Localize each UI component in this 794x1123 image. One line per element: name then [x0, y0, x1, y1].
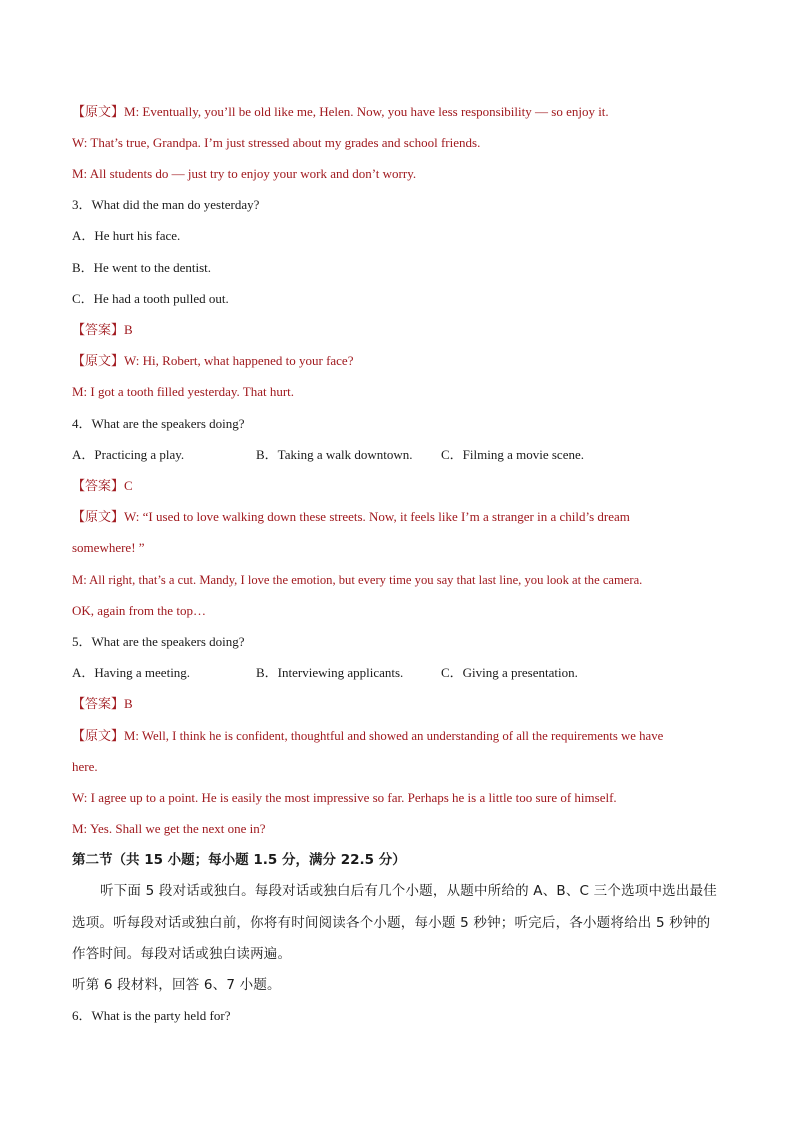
- transcript-line: [72, 351, 724, 371]
- transcript-label: 【原文】: [72, 510, 125, 525]
- option-b: B．He went to the dentist.: [72, 260, 212, 275]
- transcript-line: M: All right, that’s a cut. Mandy, I love the emotion, but every time you say that last line, you look at the camera.: [72, 573, 643, 587]
- transcript-line: here.: [72, 759, 98, 774]
- transcript-text: W: “I used to love walking down these streets. Now, it feels like I’m a stranger in a child’s dream: [124, 509, 630, 524]
- answer-line: [72, 320, 724, 340]
- instruction-line: 选项。听每段对话或独白前，你将有时间阅读各个小题，每小题 5 秒钟；听完后，各小题将给出 5 秒钟的: [72, 915, 711, 931]
- transcript-label: 【原文】: [72, 105, 125, 120]
- option-c: C．He had a tooth pulled out.: [72, 291, 229, 306]
- transcript-line: [72, 507, 724, 527]
- transcript-text: W: Hi, Robert, what happened to your face?: [124, 353, 354, 368]
- answer-value: B: [124, 696, 133, 711]
- option-a: A．Having a meeting.: [72, 665, 191, 680]
- transcript-line: somewhere! ”: [72, 540, 145, 555]
- transcript-line: [72, 102, 724, 122]
- instruction-line: 作答时间。每段对话或独白读两遍。: [72, 946, 292, 962]
- option-a: A．He hurt his face.: [72, 228, 181, 243]
- question-5: 5．What are the speakers doing?: [72, 634, 245, 649]
- transcript-line: M: I got a tooth filled yesterday. That hurt.: [72, 384, 295, 399]
- answer-value: C: [124, 478, 133, 493]
- options-row: [72, 445, 724, 465]
- transcript-line: W: That’s true, Grandpa. I’m just stressed about my grades and school friends.: [72, 135, 481, 150]
- transcript-line: OK, again from the top…: [72, 603, 206, 618]
- option-c: C．Giving a presentation.: [441, 665, 578, 680]
- answer-label: 【答案】: [72, 697, 125, 712]
- transcript-line: [72, 726, 724, 746]
- option-b: B．Taking a walk downtown.: [256, 447, 413, 462]
- option-b: B．Interviewing applicants.: [256, 665, 404, 680]
- instruction-line: 听下面 5 段对话或独白。每段对话或独白后有几个小题，从题中所给的 A、B、C 三个选项中选出最佳: [100, 883, 717, 899]
- transcript-text: M: Eventually, you’ll be old like me, Helen. Now, you have less responsibility — so enjoy it.: [124, 104, 609, 119]
- option-a: A．Practicing a play.: [72, 447, 185, 462]
- material-note: 听第 6 段材料，回答 6、7 小题。: [72, 977, 281, 993]
- question-3: 3．What did the man do yesterday?: [72, 197, 260, 212]
- transcript-line: M: All students do — just try to enjoy your work and don’t worry.: [72, 166, 417, 181]
- question-4: 4．What are the speakers doing?: [72, 416, 245, 431]
- option-c: C．Filming a movie scene.: [441, 447, 584, 462]
- answer-label: 【答案】: [72, 323, 125, 338]
- section-heading: 第二节（共 15 小题；每小题 1.5 分，满分 22.5 分）: [72, 852, 406, 868]
- answer-line: [72, 694, 724, 714]
- answer-label: 【答案】: [72, 479, 125, 494]
- transcript-label: 【原文】: [72, 729, 125, 744]
- options-row: [72, 663, 724, 683]
- question-6: 6．What is the party held for?: [72, 1008, 231, 1023]
- answer-value: B: [124, 322, 133, 337]
- transcript-line: W: I agree up to a point. He is easily the most impressive so far. Perhaps he is a little too sure of himself.: [72, 790, 617, 805]
- transcript-label: 【原文】: [72, 354, 125, 369]
- answer-line: [72, 476, 724, 496]
- transcript-text: M: Well, I think he is confident, thoughtful and showed an understanding of all the requirements we have: [124, 729, 664, 743]
- transcript-line: M: Yes. Shall we get the next one in?: [72, 821, 266, 836]
